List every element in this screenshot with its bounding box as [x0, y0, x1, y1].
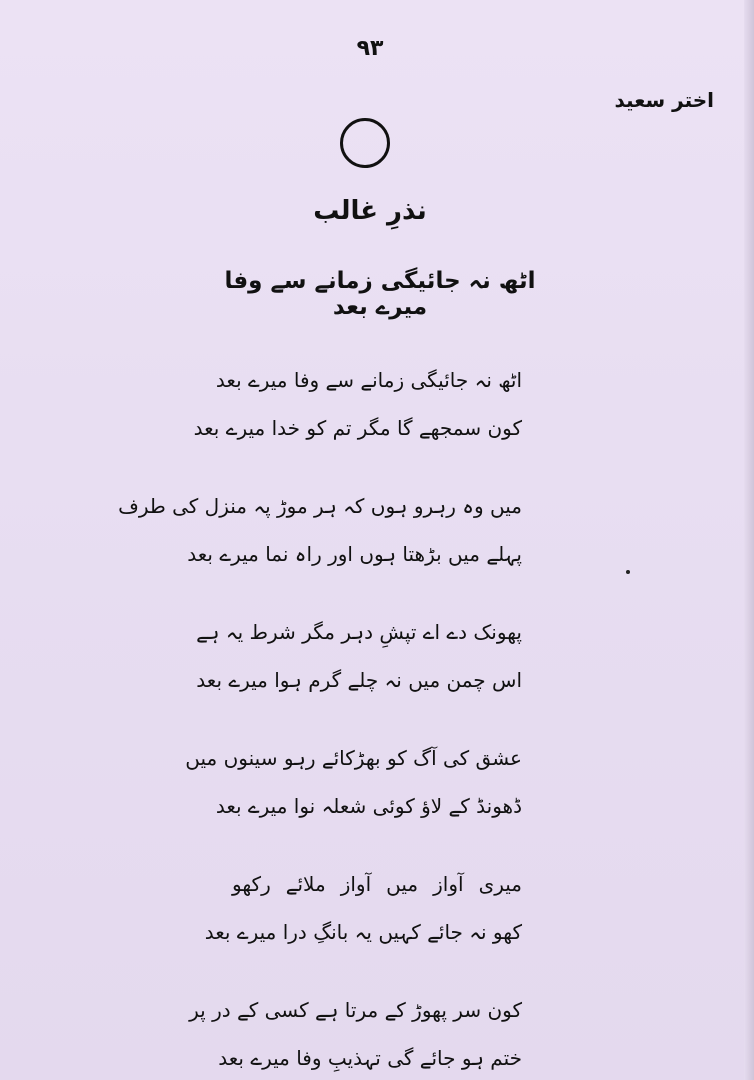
- verse-line: پھونک دے اے تپشِ دہر مگر شرط یہ ہے: [196, 620, 522, 644]
- page-number: ۹۳: [356, 36, 384, 61]
- stanza: [118, 482, 522, 578]
- verse-line: عشق کی آگ کو بھڑکائے رہو سینوں میں: [185, 746, 522, 770]
- poem-title: نذرِ غالب: [313, 196, 427, 226]
- poem-body: [118, 356, 522, 1080]
- stanza: [193, 356, 522, 452]
- verse-line: میں وہ رہرو ہوں کہ ہر موڑ پہ منزل کی طرف: [118, 494, 522, 518]
- stanza: [185, 734, 522, 830]
- verse-line: اٹھ نہ جائیگی زمانے سے وفا میرے بعد: [215, 368, 522, 392]
- stanza: [204, 860, 522, 956]
- verse-line: ڈھونڈ کے لاؤ کوئی شعلہ نوا میرے بعد: [215, 794, 522, 818]
- circle-ornament-icon: [340, 118, 390, 168]
- verse-line: کون سمجھے گا مگر تم کو خدا میرے بعد: [193, 416, 522, 440]
- ink-speck: [626, 570, 630, 574]
- stanza: [189, 986, 522, 1080]
- stanza: [196, 608, 522, 704]
- author-name: اختر سعید: [614, 88, 714, 112]
- poem-subtitle: اٹھ نہ جائیگی زمانے سے وفا میرے بعد: [224, 268, 536, 320]
- verse-line: پہلے میں بڑھتا ہوں اور راہ نما میرے بعد: [187, 542, 522, 566]
- verse-line: میری آواز میں آواز ملائے رکھو: [232, 872, 522, 896]
- page-edge: [744, 0, 754, 1080]
- verse-line: کھو نہ جائے کہیں یہ بانگِ درا میرے بعد: [204, 920, 522, 944]
- verse-line: ختم ہو جائے گی تہذیبِ وفا میرے بعد: [218, 1046, 522, 1070]
- verse-line: کون سر پھوڑ کے مرتا ہے کسی کے در پر: [189, 998, 522, 1022]
- verse-line: اس چمن میں نہ چلے گرم ہوا میرے بعد: [196, 668, 522, 692]
